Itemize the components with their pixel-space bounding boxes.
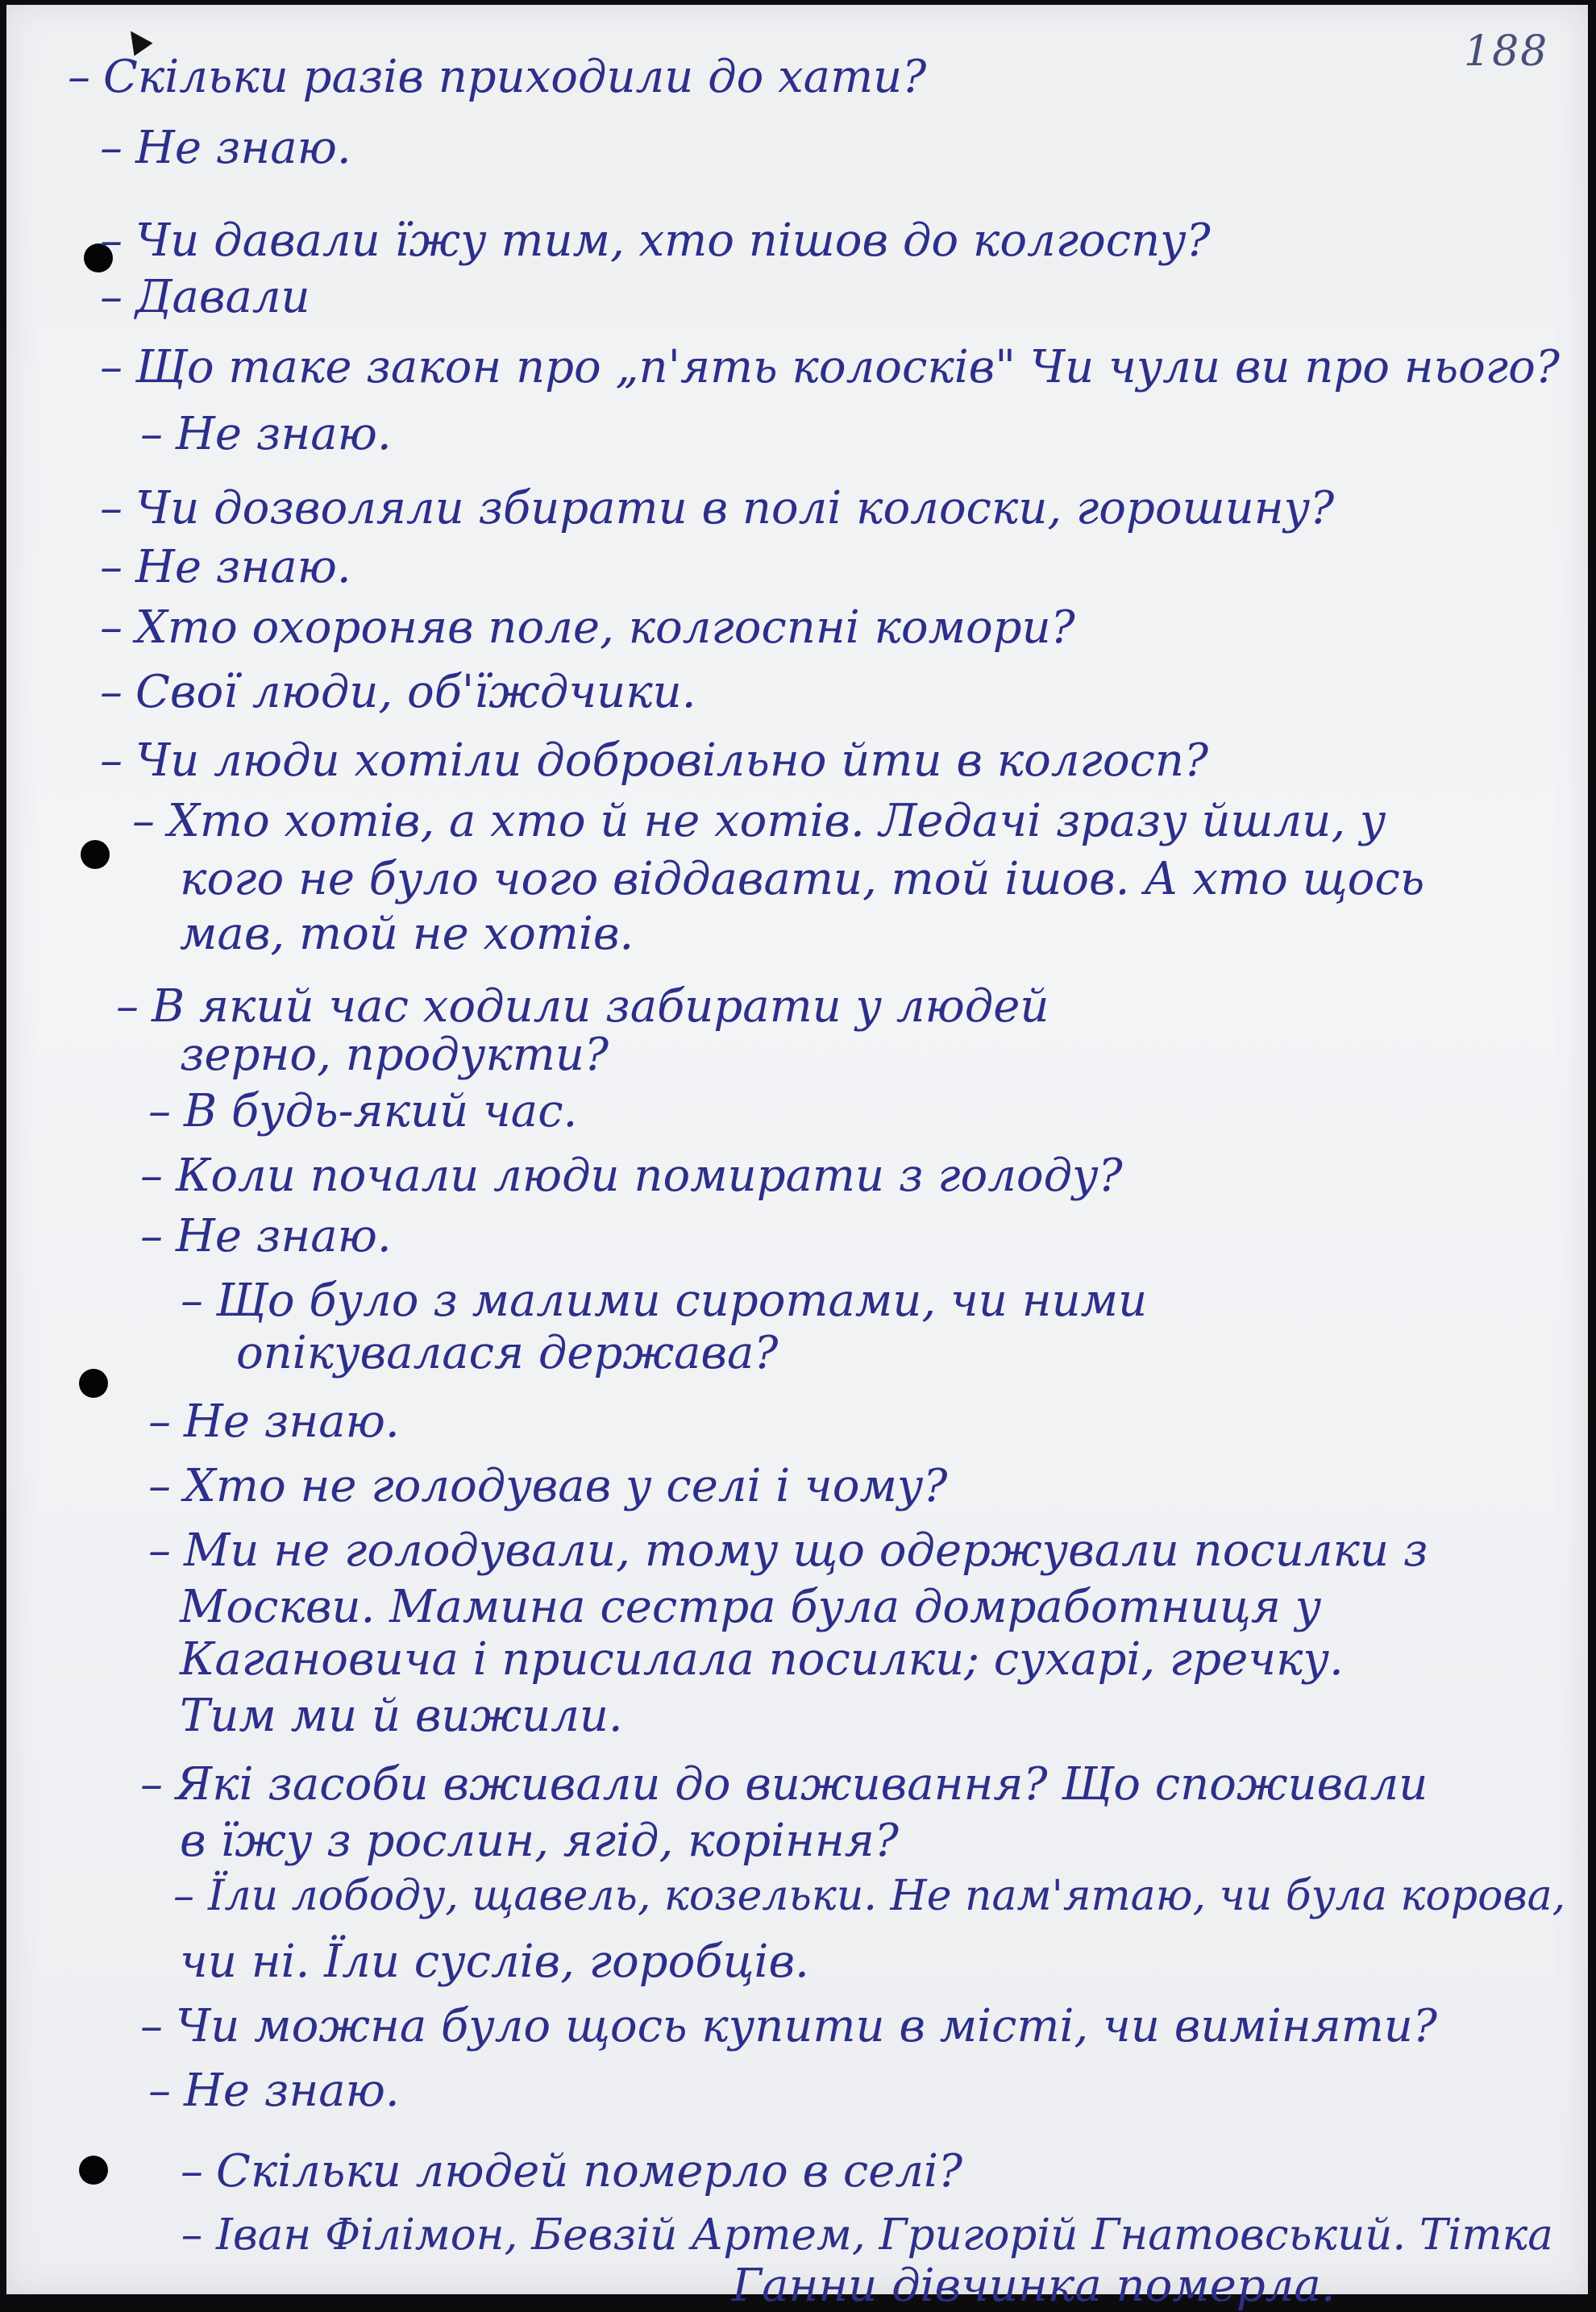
- line-text: Їли лободу, щавель, козельки. Не пам'ятаю, чи була корова,: [208, 1872, 1566, 1920]
- text-line: [87, 601, 1570, 654]
- text-line: [135, 2065, 1570, 2117]
- line-text: Що було з малими сиротами, чи ними: [216, 1275, 1148, 1327]
- line-text: Кагановича і присилала посилки; сухарі, гречку.: [180, 1633, 1344, 1686]
- line-dash: –: [140, 1758, 163, 1811]
- line-text: Хто охороняв поле, колгоспні комори?: [135, 601, 1075, 654]
- line-text: Не знаю.: [135, 541, 351, 593]
- punch-hole-icon: [81, 840, 110, 869]
- line-text: опікувалася держава?: [236, 1327, 779, 1379]
- line-dash: –: [100, 122, 123, 174]
- line-text: Скільки разів приходили до хати?: [103, 51, 927, 103]
- text-line: [180, 1633, 1570, 1686]
- text-line: [236, 1327, 1570, 1379]
- line-dash: –: [100, 666, 123, 718]
- line-text: Не знаю.: [184, 1395, 400, 1448]
- line-dash: –: [181, 1275, 203, 1327]
- line-dash: –: [181, 2210, 203, 2260]
- text-line: [87, 734, 1570, 787]
- text-line: [119, 795, 1570, 847]
- text-line: [160, 1872, 1570, 1920]
- text-line: [135, 1085, 1570, 1137]
- line-dash: –: [100, 214, 123, 267]
- line-dash: –: [140, 1150, 163, 1202]
- line-text: Хто не голодував у селі і чому?: [184, 1460, 948, 1512]
- line-dash: –: [100, 734, 123, 787]
- line-dash: –: [100, 482, 123, 534]
- line-dash: –: [148, 1460, 171, 1512]
- line-text: в їжу з рослин, ягід, коріння?: [180, 1815, 899, 1867]
- line-dash: –: [148, 1395, 171, 1448]
- line-dash: –: [140, 408, 163, 460]
- line-text: Чи давали їжу тим, хто пішов до колгоспу?: [135, 214, 1211, 267]
- text-line: [180, 1581, 1570, 1633]
- line-text: Свої люди, об'їждчики.: [135, 666, 696, 718]
- text-line: [87, 482, 1570, 534]
- text-line: [127, 1150, 1570, 1202]
- text-line: [87, 214, 1570, 267]
- text-line: [180, 1936, 1570, 1988]
- line-text: Скільки людей померло в селі?: [216, 2145, 962, 2198]
- line-text: В який час ходили забирати у людей: [152, 980, 1049, 1033]
- line-dash: –: [132, 795, 155, 847]
- line-dash: –: [116, 980, 139, 1033]
- text-line: [87, 341, 1570, 393]
- line-dash: –: [100, 541, 123, 593]
- line-text: Що таке закон про „п'ять колосків" Чи чули ви про нього?: [135, 341, 1560, 393]
- line-text: Не знаю.: [184, 2065, 400, 2117]
- line-text: Ми не голодували, тому що одержували посилки з: [184, 1524, 1428, 1577]
- text-line: [180, 908, 1570, 960]
- text-line: [87, 271, 1570, 323]
- paper-sheet: [6, 5, 1588, 2312]
- text-line: [135, 1524, 1570, 1577]
- text-line: [135, 1395, 1570, 1448]
- punch-hole-icon: [79, 1369, 108, 1398]
- line-text: Які засоби вживали до виживання? Що споживали: [176, 1758, 1428, 1811]
- line-text: Давали: [135, 271, 310, 323]
- text-line: [135, 1460, 1570, 1512]
- text-line: [103, 980, 1570, 1033]
- line-dash: –: [100, 341, 123, 393]
- text-line: [180, 853, 1570, 905]
- text-line: [180, 1815, 1570, 1867]
- line-text: Чи дозволяли збирати в полі колоски, горошину?: [135, 482, 1335, 534]
- line-text: Хто хотів, а хто й не хотів. Ледачі зразу йшли, у: [168, 795, 1386, 847]
- line-dash: –: [148, 1085, 171, 1137]
- line-text: Іван Філімон, Бевзій Артем, Григорій Гнатовський. Тітка: [216, 2210, 1553, 2260]
- line-text: Чи можна було щось купити в місті, чи виміняти?: [176, 2000, 1437, 2052]
- text-line: [127, 2000, 1570, 2052]
- text-line: [168, 1275, 1570, 1327]
- line-text: мав, той не хотів.: [180, 908, 634, 960]
- line-dash: –: [148, 1524, 171, 1577]
- line-dash: –: [68, 51, 90, 103]
- line-text: зерно, продукти?: [180, 1029, 609, 1081]
- line-dash: –: [140, 2000, 163, 2052]
- page-number: 188: [1464, 27, 1549, 76]
- line-text: Коли почали люди помирати з голоду?: [176, 1150, 1123, 1202]
- line-text: Не знаю.: [135, 122, 351, 174]
- line-dash: –: [140, 1210, 163, 1262]
- line-text: кого не було чого віддавати, той ішов. А хто щось: [180, 853, 1425, 905]
- line-text: Чи люди хотіли добровільно йти в колгосп?: [135, 734, 1209, 787]
- text-line: [127, 408, 1570, 460]
- text-line: [127, 1758, 1570, 1811]
- line-dash: –: [181, 2145, 203, 2198]
- line-dash: –: [100, 271, 123, 323]
- line-text: Не знаю.: [176, 1210, 392, 1262]
- line-dash: –: [173, 1872, 194, 1920]
- line-text: Москви. Мамина сестра була домработниця у: [180, 1581, 1322, 1633]
- text-line: [87, 666, 1570, 718]
- line-text: В будь-який час.: [184, 1085, 578, 1137]
- line-text: Не знаю.: [176, 408, 392, 460]
- punch-hole-icon: [79, 2156, 108, 2185]
- text-line: [180, 1029, 1570, 1081]
- text-line: [87, 122, 1570, 174]
- line-text: чи ні. Їли суслів, горобців.: [180, 1936, 809, 1988]
- text-line: [168, 2145, 1570, 2198]
- line-text: Ганни дівчинка померла.: [732, 2260, 1336, 2312]
- line-text: Тим ми й вижили.: [180, 1690, 623, 1742]
- text-line: [127, 1210, 1570, 1262]
- line-dash: –: [148, 2065, 171, 2117]
- text-line: [87, 541, 1570, 593]
- line-dash: –: [100, 601, 123, 654]
- text-line: [180, 1690, 1570, 1742]
- text-line: [168, 2210, 1570, 2260]
